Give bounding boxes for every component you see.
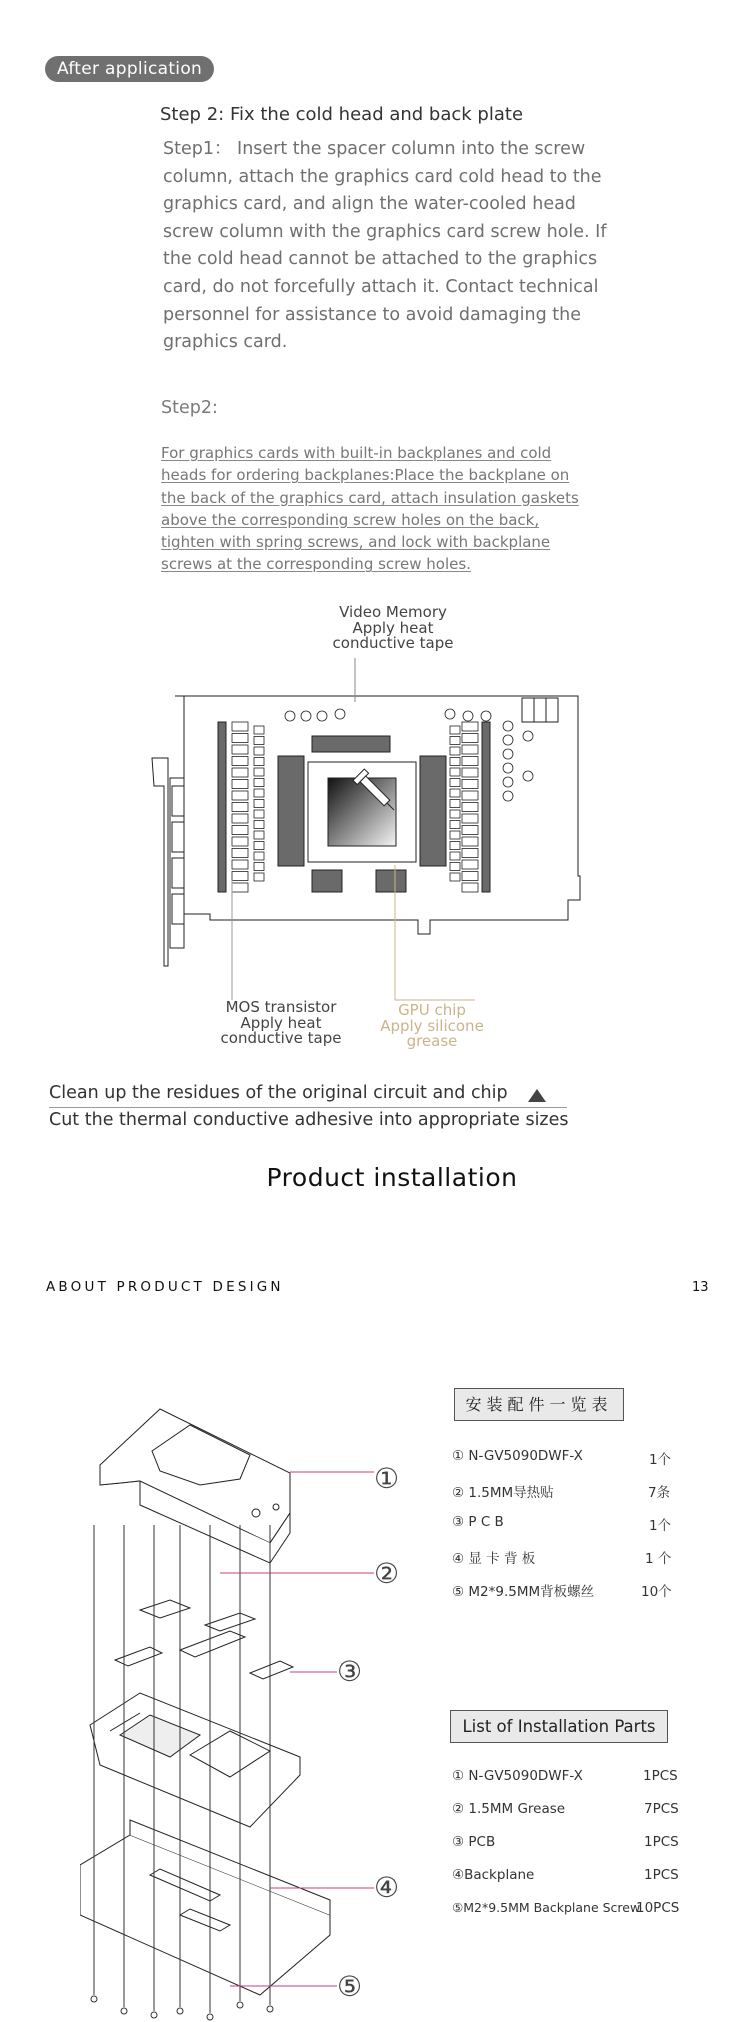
label-line: Apply silicone [380,1016,484,1035]
step2-line: the back of the graphics card, attach insulation gaskets [161,488,579,507]
step2-title: Step2: [161,398,218,418]
callout-2: ② [374,1557,400,1590]
gpu-chip-label [372,1003,492,1050]
label-line: conductive tape [332,634,454,652]
step2-line: For graphics cards with built-in backplanes and cold [161,444,552,462]
parts-list-en-title: List of Installation Parts [450,1710,668,1743]
step2-line: tighten with spring screws, and lock with backplane [161,533,551,552]
callout-4: ④ [374,1871,400,1904]
step1-line: graphics card. [163,332,288,353]
step2-line: above the corresponding screw holes on the back, [161,510,540,529]
page-number: 13 [692,1280,709,1295]
label-line: MOS transistor [225,998,337,1016]
label-line: Apply heat [352,618,434,637]
callout-5: ⑤ [337,1970,363,2003]
step2-line: heads for ordering backplanes:Place the backplane on [161,466,570,485]
cleanup-note: Clean up the residues of the original circuit and chip [49,1083,508,1103]
mos-transistor-label [211,1000,351,1047]
step2-line: screws at the corresponding screw holes. [161,555,471,574]
callout-1: ① [374,1462,400,1495]
callout-3: ③ [337,1655,363,1688]
callout-leader-lines [0,1390,420,2022]
after-application-badge: After application [45,56,214,82]
label-line: conductive tape [220,1029,342,1047]
step1-line: personnel for assistance to avoid damaging the [163,304,581,325]
step1-line: Step1： Insert the spacer column into the screw [163,139,586,159]
label-line: Apply heat [240,1013,322,1032]
step1-line: card, do not forcefully attach it. Contact technical [163,276,599,297]
step-heading: Step 2: Fix the cold head and back plate [160,104,524,125]
step1-line: the cold head cannot be attached to the graphics [163,249,598,270]
step1-line: graphics card, and align the water-cooled head [163,194,576,215]
label-line: GPU chip [398,1001,466,1019]
product-installation-title: Product installation [266,1163,518,1192]
parts-list-cn-title: 安装配件一览表 [454,1388,624,1421]
step1-line: screw column with the graphics card screw hole. If [163,221,607,242]
divider [49,1107,567,1108]
about-product-design: ABOUT PRODUCT DESIGN [46,1279,284,1295]
label-line: grease [406,1032,458,1050]
label-line: Video Memory [339,603,447,621]
triangle-up-icon [528,1089,546,1102]
cut-note: Cut the thermal conductive adhesive into appropriate sizes [49,1110,569,1130]
step1-line: column, attach the graphics card cold head to the [163,166,602,187]
